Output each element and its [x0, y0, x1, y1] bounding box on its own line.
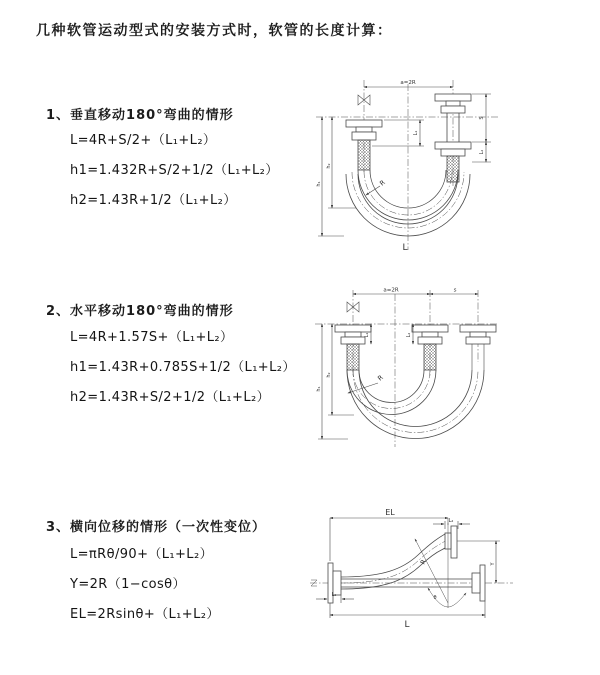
dim-label-l2: L₂ [406, 332, 412, 338]
angle-construction [415, 523, 466, 608]
dim-label-l2: L₂ [448, 518, 454, 524]
dim-label-l2: L₂ [479, 149, 485, 155]
length-label: L [402, 243, 408, 253]
l-dimension [330, 601, 485, 618]
dim-label-s: S [479, 116, 485, 120]
u-bend-hose [347, 370, 484, 439]
formula-h2: h2=1.43R+1/2（L₁+L₂） [70, 193, 237, 208]
centerlines [316, 80, 498, 250]
braided-hose-middle [424, 344, 436, 370]
diagram-horizontal-180-bend [310, 287, 600, 457]
section-1-formulas [70, 126, 279, 216]
right-fitting [435, 94, 471, 156]
dim-label-l1: L₁ [364, 332, 370, 338]
dim-label-y: Y [490, 562, 496, 566]
formula-y: Y=2R（1−cosθ） [70, 577, 186, 592]
angle-label: θ [433, 595, 437, 601]
middle-fitting [412, 325, 448, 344]
left-fitting [346, 120, 382, 140]
dim-label-l1: L₁ [331, 592, 337, 598]
dim-label-h1: h₁ [316, 386, 322, 392]
section-2-heading: 2、水平移动180°弯曲的情形 [46, 304, 234, 319]
formula-h1: h1=1.43R+0.785S+1/2（L₁+L₂） [70, 360, 296, 375]
section-3-formulas [70, 540, 220, 630]
dim-label-l1: L₁ [413, 130, 419, 136]
radius-label: R [378, 178, 387, 188]
diagram-vertical-180-bend [308, 74, 598, 254]
dim-label-s: s [453, 287, 457, 294]
page-title: 几种软管运动型式的安装方式时，软管的长度计算： [36, 23, 393, 39]
diagram-lateral-displacement [308, 503, 598, 648]
formula-h1: h1=1.432R+S/2+1/2（L₁+L₂） [70, 163, 279, 178]
el-dimension [330, 518, 448, 561]
radius-label: R [418, 558, 428, 566]
section-3-heading: 3、横向位移的情形（一次性变位） [46, 520, 267, 535]
braided-hose-left [347, 344, 359, 370]
dim-label-l: L [404, 620, 410, 630]
right-fitting-moved [460, 325, 496, 344]
formula-length: L=πRθ/90+（L₁+L₂） [70, 547, 213, 562]
section-1-heading: 1、垂直移动180°弯曲的情形 [46, 108, 234, 123]
s-curve-hose [341, 534, 445, 589]
h-dimensions [318, 117, 356, 236]
top-flange [445, 526, 457, 558]
formula-h2: h2=1.43R+S/2+1/2（L₁+L₂） [70, 390, 270, 405]
dim-label-a2r: a=2R [400, 80, 416, 86]
dim-label-el: EL [385, 508, 395, 517]
section-2-formulas [70, 323, 296, 413]
formula-length: L=4R+S/2+（L₁+L₂） [70, 133, 217, 148]
dim-label-h2: h₂ [326, 372, 332, 378]
dim-label-a2r: a=2R [383, 287, 399, 294]
braided-hose-left [358, 140, 370, 170]
formula-length: L=4R+1.57S+（L₁+L₂） [70, 330, 234, 345]
centerlines [315, 287, 498, 447]
formula-el: EL=2Rsinθ+（L₁+L₂） [70, 607, 220, 622]
right-flange [472, 565, 485, 601]
dim-label-h2: h₂ [326, 163, 332, 169]
dim-label-h1: h₁ [316, 181, 322, 187]
radius-label: R [376, 373, 385, 383]
